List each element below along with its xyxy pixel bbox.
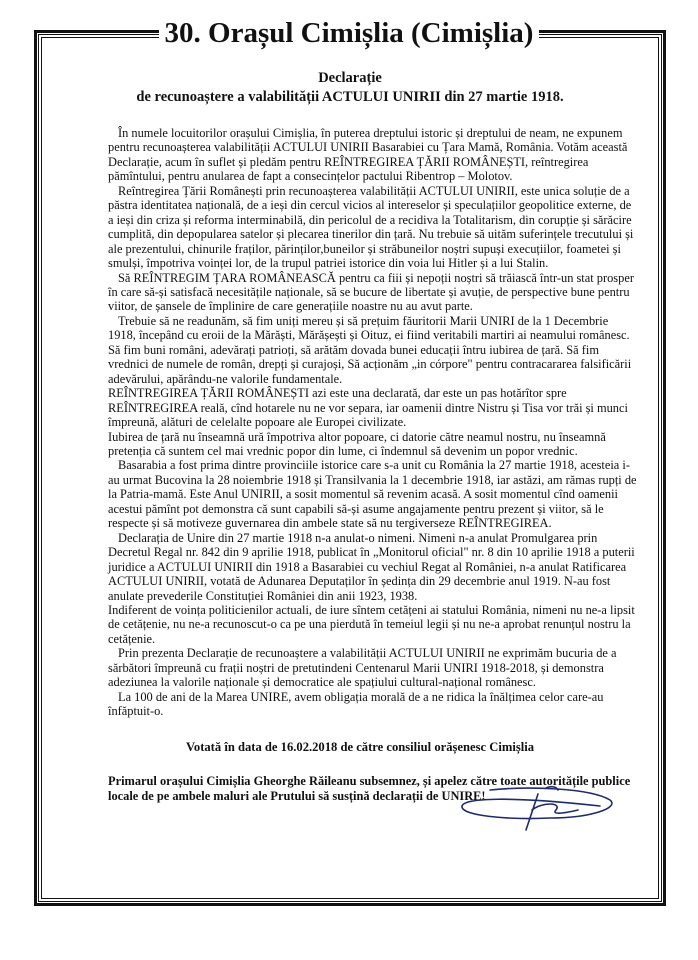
paragraph: În numele locuitorilor orașului Cimișlia, în puterea dreptului istoric și dreptului de neam, ne expunem pentru recunoașterea valabilității ACTULUI UNIRII Basarabiei cu Țara Mamă, România. Votăm această Declarație, acum în suflet și pledăm pentru REÎNTREGIREA ȚĂRII ROMÂNEȘTI, reîntregirea pămîntului, pentru anularea de fapt a consecințelor pactului Ribentrop – Molotov. bbox=[108, 126, 628, 184]
paragraph: Prin prezenta Declarație de recunoaștere a valabilității ACTULUI UNIRII ne exprimăm bucuria de a sărbători împreună cu frații noștri de pretutindeni Centenarul Marii UNIRI 1918-2018, și demonstra adeziunea la valorile naționale și democratice ale spațiului cultural-național românesc. bbox=[108, 646, 617, 690]
declaration-subheading: de recunoaștere a valabilității ACTULUI UNIRII din 27 martie 1918. bbox=[136, 89, 564, 105]
paragraph: Indiferent de voința politicienilor actuali, de iure sîntem cetățeni ai statului România, nimeni nu ne-a lipsit de cetățenie, nu ne-a recunoscut-o ca pe una pierdută în temeiul legii și nu ne-a aprobat renunțul nostru la cetățenie. bbox=[108, 602, 635, 646]
mayor-closing-statement: Primarul orașului Cimișlia Gheorghe Răileanu subsemnez, și apelez către toate autoritățile publice locale de pe ambele maluri ale Prutului să susțină declarații de UNIRE! bbox=[108, 774, 631, 803]
paragraph: Reîntregirea Țării Românești prin recunoașterea valabilității ACTULUI UNIRII, este unica soluție de a păstra identitatea națională, de a ieși din cercul vicios al intereselor și speculațiilor geopolitice externe, de a ieși din criza și reforma interminabilă, din pericolul de a recidiva la Totalitarism, din corupție și sărăcire cumplită, din depopularea satelor și plecarea tinerilor din țară. Nu trebuie să uităm suferințele trecutului și ale prezentului, chinurile fraților, părinților,buneilor și străbuneilor noștri supuși execuțiilor, foametei și smulși, împotriva voinței lor, de la trupul patriei istorice din voia lui Hitler și a lui Stalin. bbox=[108, 183, 634, 271]
signature-icon bbox=[450, 782, 620, 834]
title-container bbox=[0, 16, 698, 50]
paragraph: REÎNTREGIREA ȚĂRII ROMÂNEȘTI azi este una declarată, dar este un pas hotărîtor spre REÎNTREGIREA reală, cînd hotarele nu ne vor separa, iar oamenii dintre Nistru și Tisa vor trăi și munci împreună, alături de celelalte popoare ale Europei civilizate. bbox=[108, 386, 628, 430]
declaration-heading: Declarație bbox=[318, 70, 382, 86]
paragraph: Basarabia a fost prima dintre provinciile istorice care s-a unit cu România la 27 martie 1918, acesteia i-au urmat Bucovina la 28 noiembrie 1918 și Transilvania la 1 decembrie 1918, iar astăzi, am rămas rupți de la Patria-mamă. Este Anul UNIRII, a sosit momentul să revenim acasă. A sosit momentul cînd oamenii acestui pămînt pot demonstra că sunt capabili să-și asume angajamente pentru prezent și viitor, să le respecte și să motiveze guvernarea din ambele state să nu tergiverseze REÎNTREGIREA. bbox=[108, 458, 637, 531]
paragraph: Să REÎNTREGIM ȚARA ROMÂNEASCĂ pentru ca fiii și nepoții noștri să trăiască într-un stat prosper în care să-și satisfacă necesitățile naționale, să se bucure de libertate și avuție, de perspective bune pentru viitor, de șansele de împlinire de care generațiile noastre nu au avut parte. bbox=[108, 270, 634, 314]
paragraph: La 100 de ani de la Marea UNIRE, avem obligația morală de a ne ridica la înălțimea celor care-au înfăptuit-o. bbox=[108, 689, 604, 719]
paragraph: Iubirea de țară nu înseamnă ură împotriva altor popoare, ci datorie către neamul nostru, nu înseamnă pretenția că suntem cel mai vrednic popor din lume, ci îndemnul să devenim un popor vrednic. bbox=[108, 429, 606, 458]
paragraph: Declarația de Unire din 27 martie 1918 n-a anulat-o nimeni. Nimeni n-a anulat Promulgarea prin Decretul Regal nr. 842 din 9 aprilie 1918, publicat în „Monitorul oficial" nr. 8 din 10 aprilie 1918 a puterii juridice a ACTULUI UNIRII din 1918 a Basarabiei cu vechiul Regat al României, n-a anulat Ratificarea ACTULUI UNIRII, votată de Adunarea Deputaților în ședința din 29 decembrie anul 1919. N-au fost anulate prevederile Constituției României din anii 1923, 1938. bbox=[108, 530, 635, 603]
document-title: 30. Orașul Cimișlia (Cimișlia) bbox=[159, 16, 540, 50]
voted-date-line: Votată în data de 16.02.2018 de către consiliul orășenesc Cimișlia bbox=[185, 740, 535, 754]
paragraph: Trebuie să ne readunăm, să fim uniți mereu și să prețuim făuritorii Marii UNIRI de la 1 Decembrie 1918, începând cu eroii de la Mărăști, Mărășești și Oituz, ei fiind veritabili martiri ai neamului românesc. Să fim buni români, adevărați patrioți, să arătăm dovada bunei educații întru iubirea de țară. Să fim vrednici de numele de român, drepți și curajoși, Să acționăm „in córpore" pentru contracararea falsificării adevărului, apărându-ne valorile fundamentale. bbox=[108, 313, 632, 386]
declaration-body bbox=[108, 126, 638, 719]
